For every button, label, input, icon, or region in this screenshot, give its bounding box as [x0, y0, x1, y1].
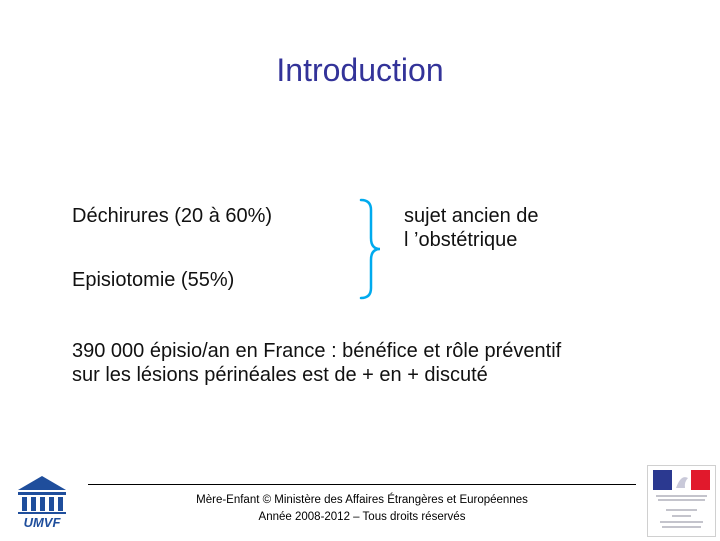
footer-divider: [88, 484, 636, 485]
footer: [88, 492, 636, 526]
footer-line-1: Mère-Enfant © Ministère des Affaires Étrangères et Européennes: [196, 494, 528, 506]
ministry-logo: [647, 465, 716, 537]
item-dechirures: Déchirures (20 à 60%): [72, 205, 273, 227]
marianne-flag-icon: [648, 466, 715, 536]
brace-note-line-2: l ’obstétrique: [404, 229, 518, 251]
umvf-logo-text: UMVF: [23, 515, 61, 530]
brace-note-line-1: sujet ancien de: [404, 205, 539, 227]
right-brace-icon: [358, 198, 384, 300]
slide-title: Introduction: [276, 52, 444, 88]
item-episiotomie: Episiotomie (55%): [72, 269, 235, 291]
umvf-building-icon: [12, 472, 72, 530]
paragraph-line-2: sur les lésions périnéales est de + en + discuté: [72, 364, 488, 386]
paragraph: [72, 339, 561, 387]
umvf-logo: [12, 472, 72, 535]
footer-line-2: Année 2008-2012 – Tous droits réservés: [258, 511, 466, 523]
brace-note: [404, 204, 539, 252]
paragraph-line-1: 390 000 épisio/an en France : bénéfice et rôle préventif: [72, 340, 562, 362]
